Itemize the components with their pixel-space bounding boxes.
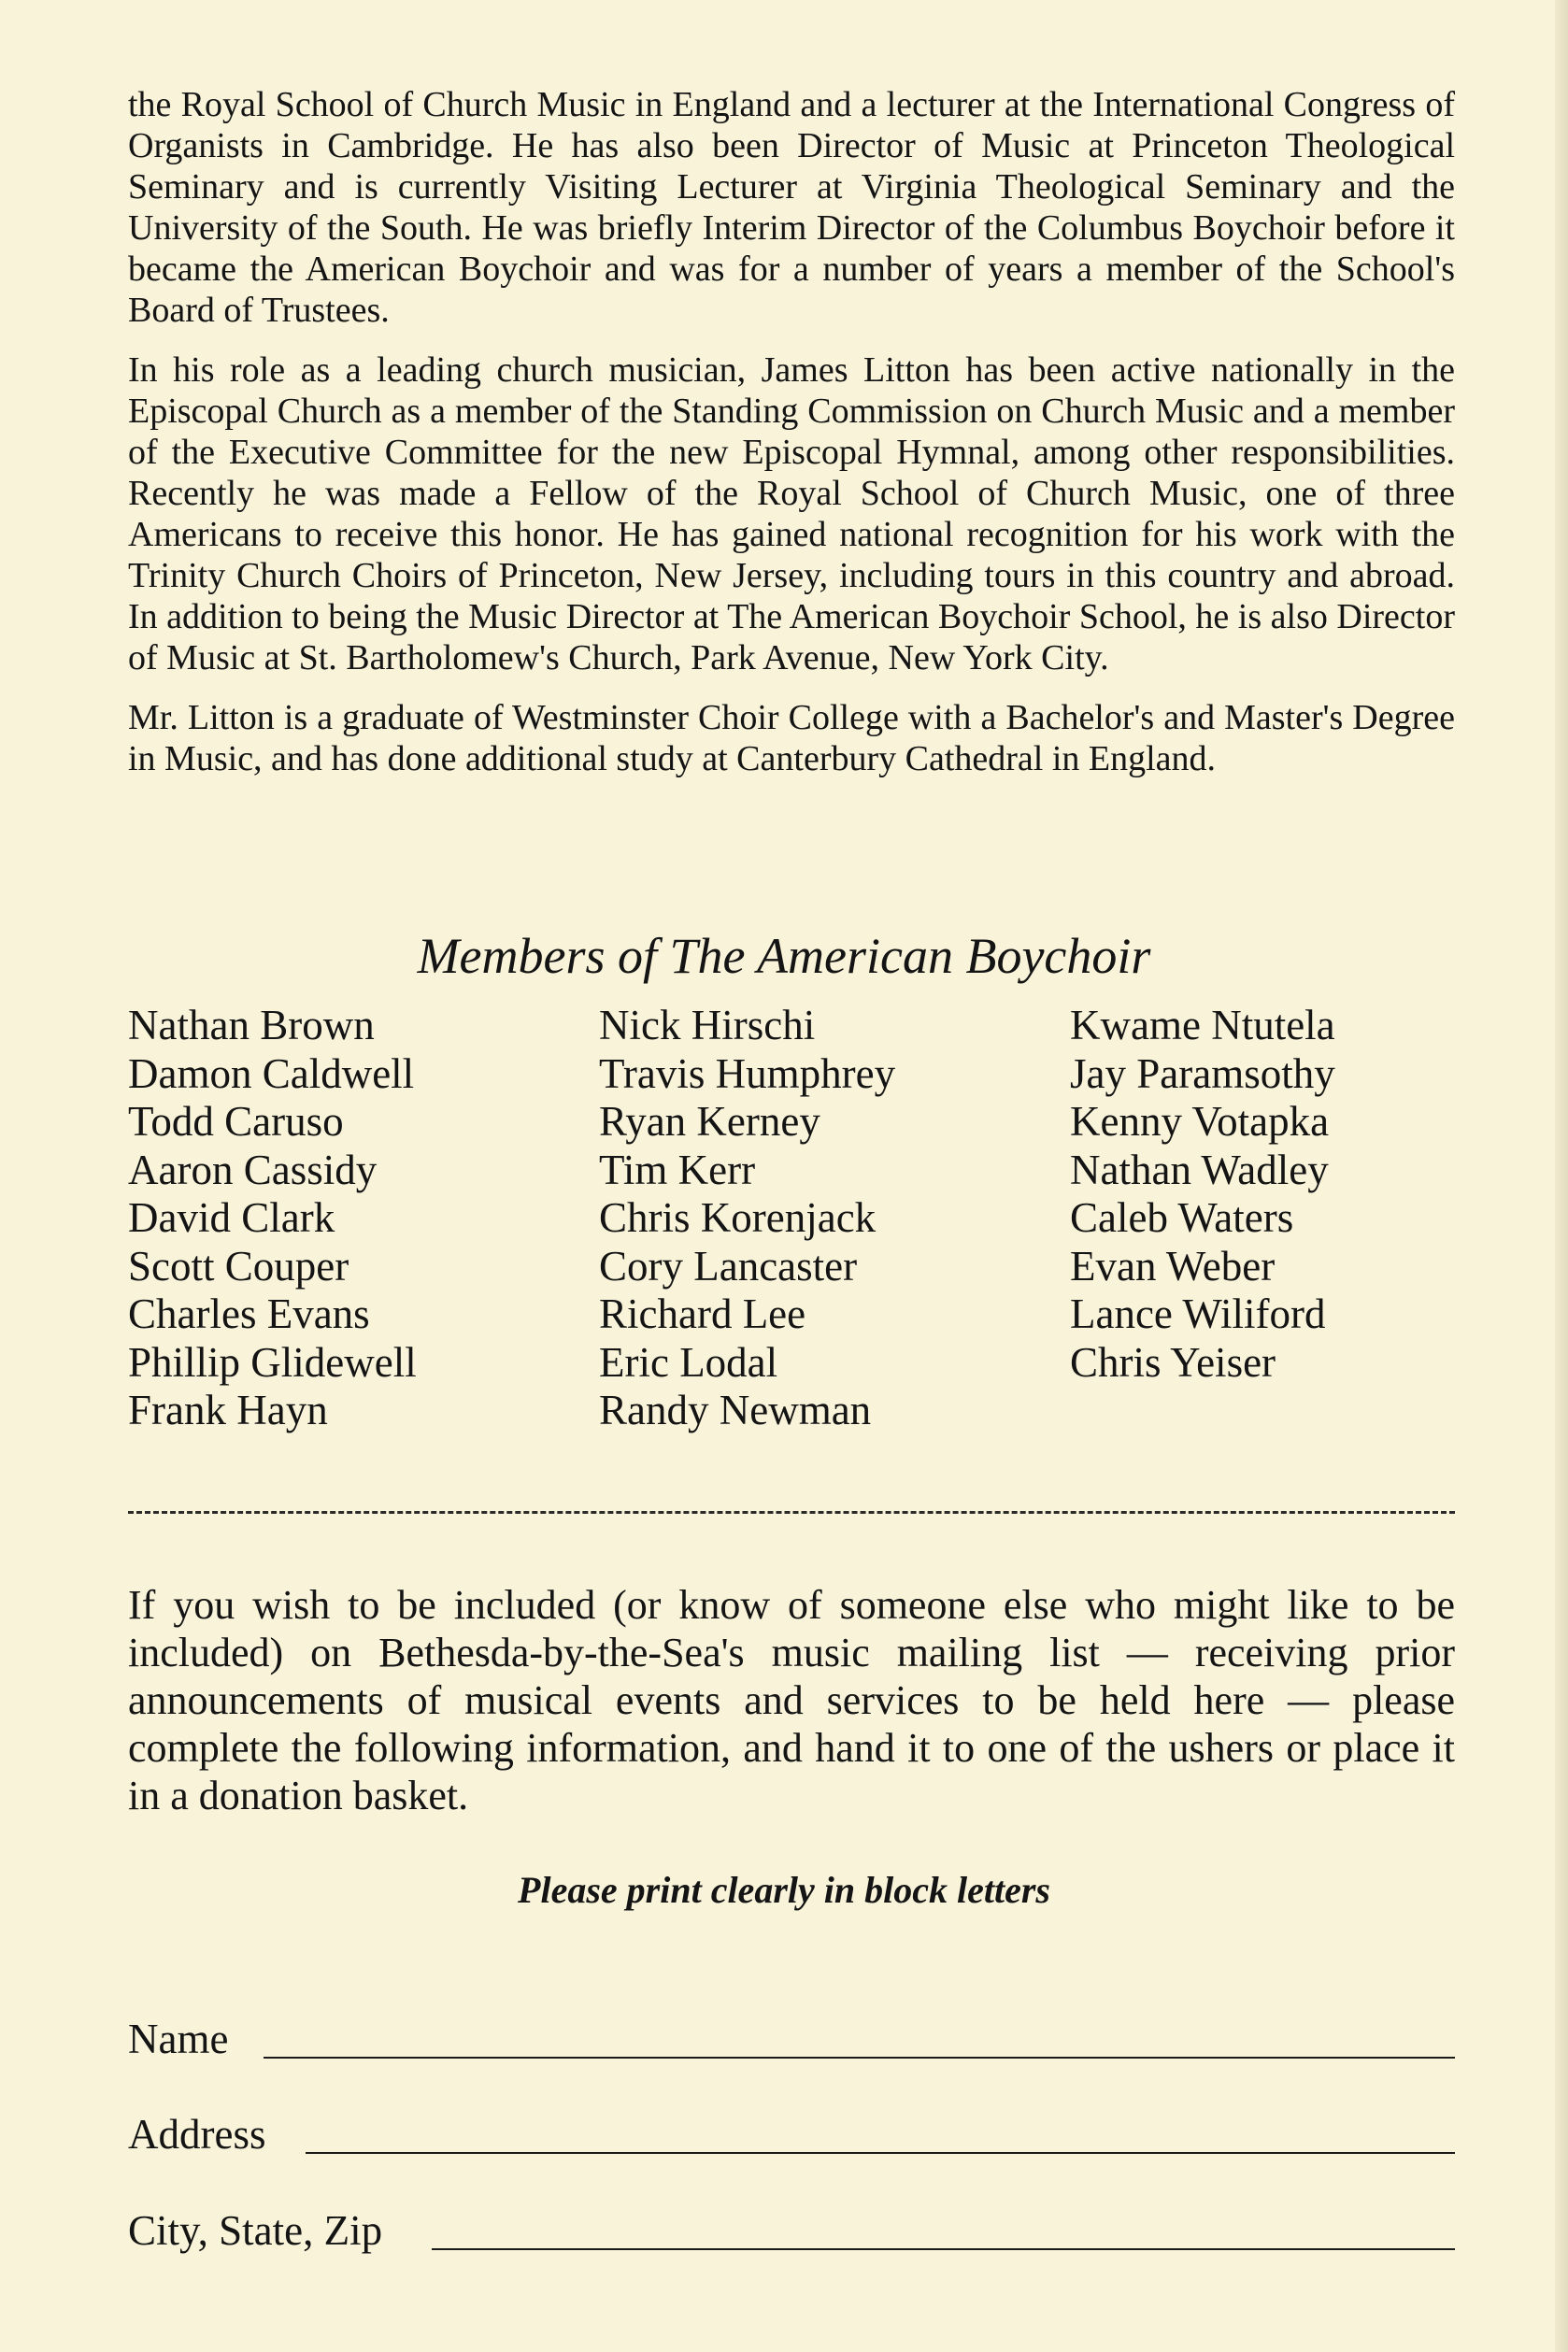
member-name: David Clark [128, 1194, 335, 1241]
bio-paragraph: Mr. Litton is a graduate of Westminster Choir College with a Bachelor's and Master's Degree in Music, and has done additional study at Canterbury Cathedral in England. [128, 698, 1455, 778]
member-name: Nick Hirschi [599, 1002, 816, 1048]
mailing-list-request: If you wish to be included (or know of someone else who might like to be included) on Bethesda-by-the-Sea's music mailing list — receiving prior announcements of musical events and services to be held here — please complete the following information, and hand it to one of the ushers or place it in a donation basket. [128, 1582, 1455, 1818]
member-name: Jay Paramsothy [1070, 1049, 1335, 1097]
name-field[interactable] [128, 2016, 1455, 2068]
member-name: Caleb Waters [1070, 1194, 1294, 1241]
name-label: Name [128, 2016, 229, 2062]
name-write-line[interactable] [264, 2057, 1455, 2059]
member-name: Chris Yeiser [1070, 1338, 1276, 1386]
member-name: Lance Wiliford [1070, 1290, 1326, 1337]
member-name: Aaron Cassidy [128, 1146, 378, 1193]
city-state-zip-write-line[interactable] [432, 2248, 1455, 2250]
address-field[interactable] [128, 2111, 1455, 2163]
city-state-zip-label: City, State, Zip [128, 2207, 383, 2254]
address-label: Address [128, 2111, 266, 2158]
member-name: Kenny Votapka [1070, 1098, 1330, 1145]
member-name: Travis Humphrey [599, 1049, 896, 1097]
member-name: Cory Lancaster [599, 1242, 858, 1290]
bio-paragraph: In his role as a leading church musician, James Litton has been active nationally in the Episcopal Church as a member of the Standing Commission on Church Music and a member of the Executive Committee for the new Episcopal Hymnal, among other responsibilities. Recently he was made a Fellow of the Royal School of Church Music, one of three Americans to receive this honor. He has gained national recognition for his work with the Trinity Church Choirs of Princeton, New Jersey, including tours in this country and abroad. In addition to being the Music Director at The American Boychoir School, he is also Director of Music at St. Bartholomew's Church, Park Avenue, New York City. [128, 350, 1455, 677]
bio-section [128, 84, 1455, 798]
member-name: Evan Weber [1070, 1242, 1276, 1290]
member-name: Randy Newman [599, 1387, 872, 1433]
members-roster [128, 1002, 1455, 1441]
members-heading: Members of The American Boychoir [417, 928, 1151, 984]
roster-column [1070, 1002, 1335, 1387]
roster-column [599, 1002, 895, 1435]
member-name: Todd Caruso [128, 1098, 344, 1145]
print-instruction: Please print clearly in block letters [518, 1869, 1050, 1911]
member-name: Scott Couper [128, 1242, 349, 1290]
cut-line-divider [128, 1511, 1455, 1514]
member-name: Richard Lee [599, 1290, 806, 1337]
member-name: Ryan Kerney [599, 1098, 820, 1145]
member-name: Tim Kerr [599, 1146, 756, 1193]
member-name: Eric Lodal [599, 1338, 778, 1386]
member-name: Nathan Brown [128, 1002, 375, 1048]
member-name: Charles Evans [128, 1290, 370, 1337]
member-name: Nathan Wadley [1070, 1146, 1329, 1193]
city-state-zip-field[interactable] [128, 2207, 1455, 2259]
member-name: Kwame Ntutela [1070, 1002, 1335, 1048]
member-name: Frank Hayn [128, 1387, 328, 1433]
member-name: Damon Caldwell [128, 1049, 415, 1097]
member-name: Chris Korenjack [599, 1194, 877, 1241]
member-name: Phillip Glidewell [128, 1338, 417, 1386]
roster-column [128, 1002, 417, 1435]
address-write-line[interactable] [306, 2152, 1455, 2154]
bio-paragraph: the Royal School of Church Music in England and a lecturer at the International Congress of Organists in Cambridge. He has also been Director of Music at Princeton Theological Seminary and is currently Visiting Lecturer at Virginia Theological Seminary and the University of the South. He was briefly Interim Director of the Columbus Boychoir before it became the American Boychoir and was for a number of years a member of the School's Board of Trustees. [128, 85, 1455, 330]
